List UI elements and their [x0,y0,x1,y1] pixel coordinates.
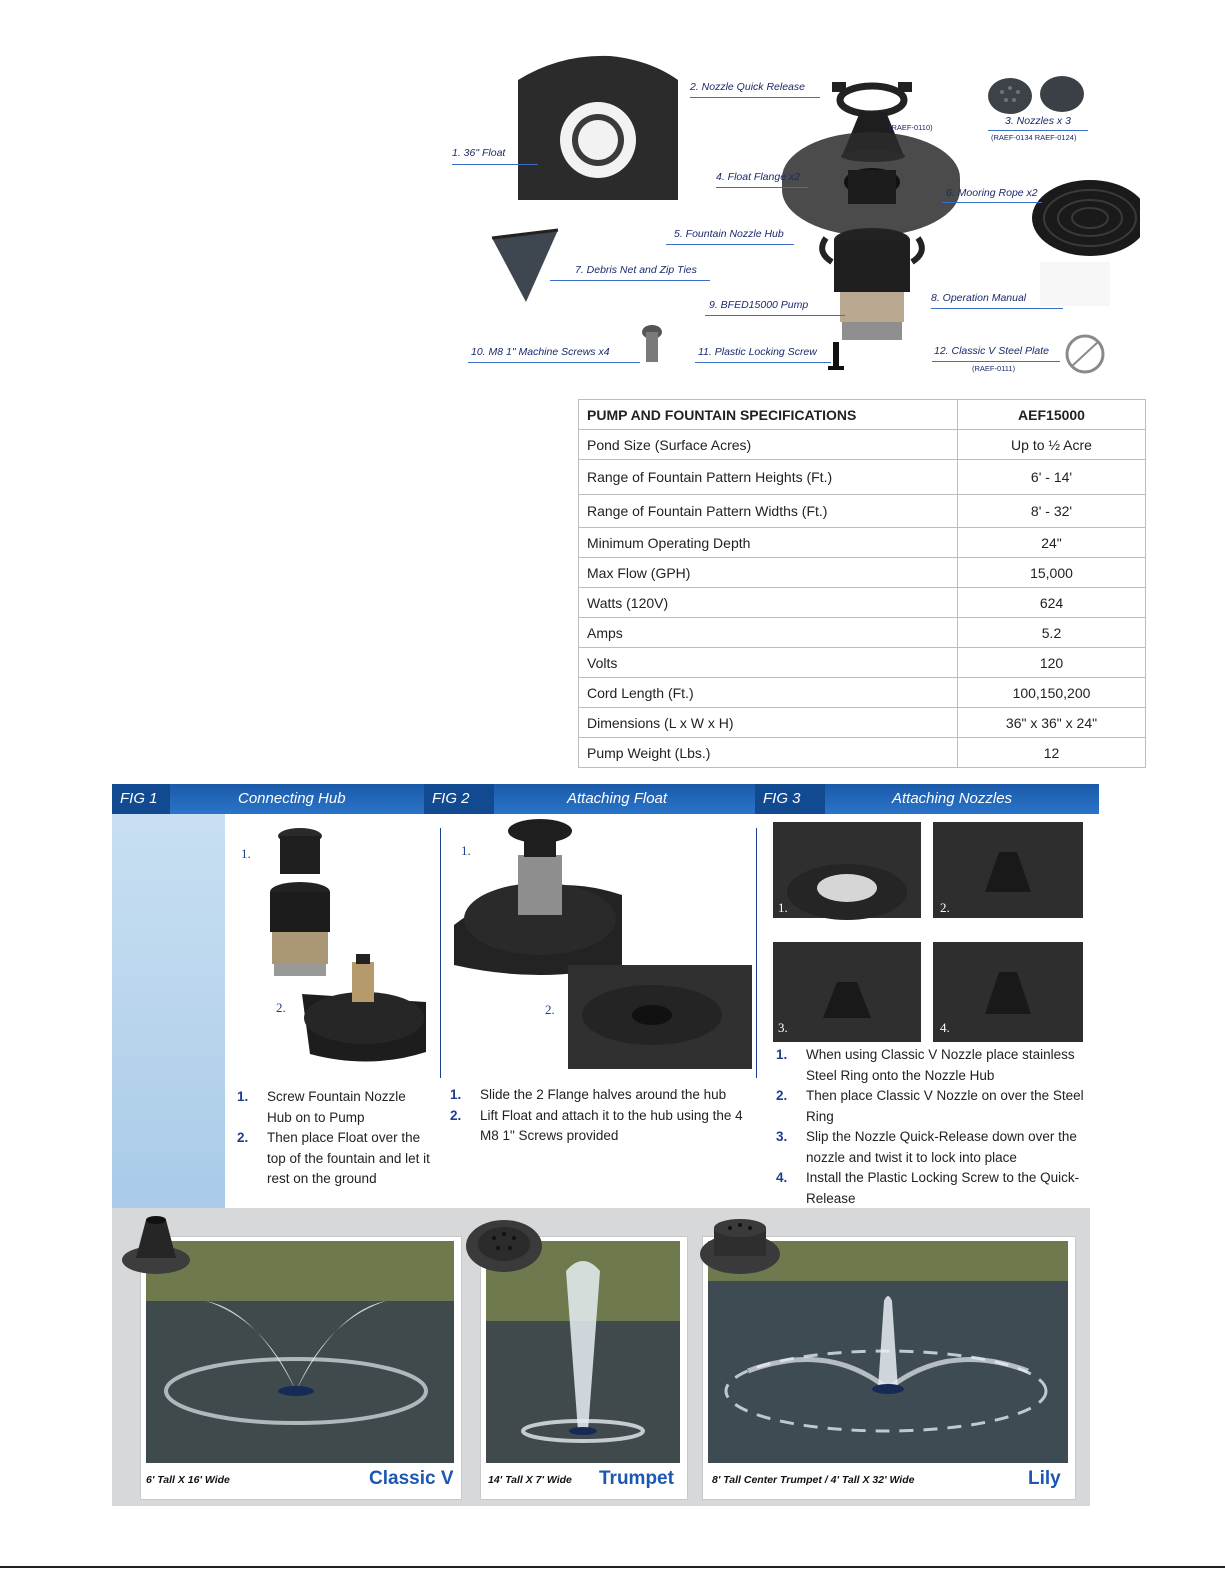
fig3-photo-number: 2. [940,900,950,915]
step-text: Then place Float over the top of the fountain and let it rest on the ground [267,1130,430,1186]
part-label-float-flange: 4. Float Flange x2 [716,171,801,183]
spec-row [579,495,1146,528]
spec-label: Range of Fountain Pattern Widths (Ft.) [579,495,958,528]
spec-value: 24" [958,528,1146,558]
fig1-tag: FIG 1 [112,784,170,814]
step-item [776,1168,1098,1209]
part-label-steel-plate: 12. Classic V Steel Plate [934,345,1049,357]
spec-header-label: PUMP AND FOUNTAIN SPECIFICATIONS [579,400,958,430]
leader-line [690,97,820,98]
fig1-photo-number: 1. [241,846,251,861]
leader-line [666,244,794,245]
spec-row [579,460,1146,495]
spec-label: Watts (120V) [579,588,958,618]
step-number: 4. [776,1170,788,1185]
fig3-photo-number: 1. [778,900,788,915]
mooring-rope-image [1032,180,1140,256]
spec-value: 624 [958,588,1146,618]
step-item [237,1128,432,1190]
debris-net-image [492,230,558,302]
pattern-name-lily: Lily [1028,1468,1061,1489]
leader-line [931,308,1063,309]
step-number: 1. [450,1087,462,1102]
step-number: 2. [237,1130,249,1145]
step-text: When using Classic V Nozzle place stainless Steel Ring onto the Nozzle Hub [806,1047,1075,1083]
spec-row [579,738,1146,768]
part-label-float: 1. 36" Float [452,147,506,159]
part-label-operation-manual: 8. Operation Manual [931,292,1027,304]
spec-value: 15,000 [958,558,1146,588]
part-label-mooring-rope: 6. Mooring Rope x2 [946,187,1038,199]
leader-line [988,130,1088,131]
fig2-steps [450,1085,750,1147]
column-divider [756,828,757,1078]
spec-label: Pond Size (Surface Acres) [579,430,958,460]
step-text: Install the Plastic Locking Screw to the Quick-Release [806,1170,1080,1206]
spec-label: Volts [579,648,958,678]
spec-label: Amps [579,618,958,648]
leader-line [550,280,710,281]
fig3-tag: FIG 3 [755,784,825,814]
spec-row [579,678,1146,708]
spec-row [579,588,1146,618]
leader-line [932,361,1060,362]
step-number: 2. [450,1107,462,1123]
trumpet-nozzle-icon [464,1216,544,1278]
machine-screw-image [642,325,662,362]
spec-label: Dimensions (L x W x H) [579,708,958,738]
step-text: Slip the Nozzle Quick-Release down over the nozzle and twist it to lock into place [806,1129,1077,1165]
part-label-debris-net: 7. Debris Net and Zip Ties [575,264,697,276]
spec-table [578,399,1146,768]
step-item [776,1086,1098,1127]
fig3-steps [776,1045,1098,1209]
part-label-nozzles: 3. Nozzles x 3 [1005,115,1071,127]
spec-value: 5.2 [958,618,1146,648]
pattern-name-classic-v: Classic V [369,1468,454,1489]
fig2-photos [452,815,752,1071]
part-label-nozzle-hub: 5. Fountain Nozzle Hub [674,228,784,240]
pattern-caption: 14' Tall X 7' Wide [488,1474,572,1486]
leader-line [942,202,1042,203]
step-text: Lift Float and attach it to the hub using the 4 M8 1" Screws provided [480,1107,743,1143]
step-number: 1. [776,1047,788,1062]
step-number: 2. [776,1088,788,1103]
spec-label: Pump Weight (Lbs.) [579,738,958,768]
spec-row [579,558,1146,588]
spec-label: Range of Fountain Pattern Heights (Ft.) [579,460,958,495]
fig1-steps [237,1087,432,1190]
step-item [450,1106,750,1147]
part-code-nozzles: (RAEF-0134 RAEF-0124) [991,133,1077,142]
spec-row [579,618,1146,648]
fig3-photo-number: 4. [940,1020,950,1035]
part-code-steel-plate: (RAEF-0111) [972,364,1016,373]
spec-value: 12 [958,738,1146,768]
part-label-pump: 9. BFED15000 Pump [709,299,809,311]
step-text: Then place Classic V Nozzle on over the Steel Ring [806,1088,1084,1124]
spec-row [579,430,1146,460]
quick-release-image [832,82,912,114]
spec-value: 8' - 32' [958,495,1146,528]
side-panel [112,814,225,1208]
spec-row [579,708,1146,738]
lily-nozzle-icon [698,1214,782,1278]
spec-value: 36" x 36" x 24" [958,708,1146,738]
fig2-title: Attaching Float [567,790,668,807]
classic-v-nozzle-icon [120,1214,192,1280]
fig3-photo-number: 3. [778,1020,788,1035]
operation-manual-image [1040,262,1110,306]
float-flange-image [782,132,960,236]
classic-v-scene [146,1241,454,1463]
leader-line [695,362,831,363]
leader-line [705,315,845,316]
fig3-photos [773,822,1085,1044]
step-item [776,1127,1098,1168]
fig1-photos [240,822,440,1082]
float-image [518,56,678,200]
leader-line [468,362,640,363]
spec-value: Up to ½ Acre [958,430,1146,460]
spec-label: Max Flow (GPH) [579,558,958,588]
pattern-caption: 8' Tall Center Trumpet / 4' Tall X 32' Wide [712,1474,915,1486]
part-label-locking-screw: 11. Plastic Locking Screw [698,346,817,358]
footer-rule [0,1566,1225,1568]
column-divider [440,828,441,1078]
parts-diagram [440,40,1140,390]
spec-table-header [579,400,1146,430]
part-code-quick-release: (RAEF-0110) [889,123,933,132]
spec-label: Cord Length (Ft.) [579,678,958,708]
spec-label: Minimum Operating Depth [579,528,958,558]
fig1-title: Connecting Hub [238,790,346,807]
part-label-quick-release: 2. Nozzle Quick Release [690,81,805,93]
spec-row [579,648,1146,678]
step-number: 3. [776,1129,788,1144]
step-number: 1. [237,1089,249,1104]
spec-value: 120 [958,648,1146,678]
fig2-photo-number: 2. [545,1002,555,1017]
step-item [450,1085,750,1106]
spec-value: 6' - 14' [958,460,1146,495]
fig2-tag: FIG 2 [424,784,494,814]
leader-line [452,164,538,165]
step-item [776,1045,1098,1086]
fig3-title: Attaching Nozzles [892,790,1013,807]
locking-screw-image [828,342,844,370]
spec-header-model: AEF15000 [958,400,1146,430]
spec-row [579,528,1146,558]
leader-line [716,187,808,188]
spec-value: 100,150,200 [958,678,1146,708]
step-text: Slide the 2 Flange halves around the hub [480,1087,727,1102]
steel-plate-image [1067,336,1103,372]
step-text: Screw Fountain Nozzle Hub on to Pump [267,1089,406,1125]
nozzles-image [988,76,1084,114]
step-item [237,1087,432,1128]
pattern-name-trumpet: Trumpet [599,1468,674,1489]
pump-image [822,228,922,340]
fig2-photo-number: 1. [461,843,471,858]
pattern-caption: 6' Tall X 16' Wide [146,1474,230,1486]
fig1-photo-number: 2. [276,1000,286,1015]
part-label-machine-screws: 10. M8 1" Machine Screws x4 [471,346,610,358]
